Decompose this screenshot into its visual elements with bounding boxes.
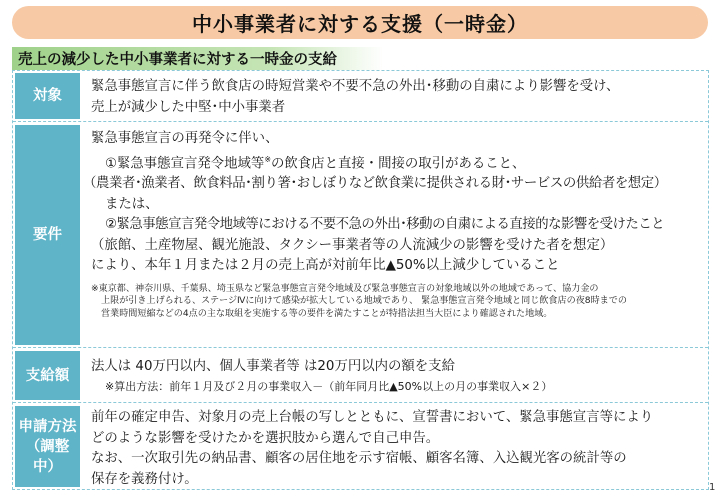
content-target [83,73,706,119]
requirement-line-7: により、本年１月または２月の売上高が対前年比▲50%以上減少していること [91,258,560,274]
note-line-2: 上限が引き上げられる、ステージⅣに向けて感染が拡大している地域であり、 緊急事態宣言発令地域と同じ飲食店の夜8時までの [101,296,627,307]
content-requirements [83,125,706,345]
requirement-line-4: または、 [105,196,159,212]
application-line-1: 前年の確定申告、対象月の売上台帳の写しとともに、宣誓書において、緊急事態宣言等により [91,410,654,425]
application-line-3: なお、一次取引先の納品書、顧客の居住地を示す宿帳、顧客名簿、入込観光客の統計等の [91,451,627,466]
page-number: 1 [709,482,716,493]
divider [13,402,708,403]
requirement-line-3: （農業者･漁業者、飲食料品･割り箸･おしぼりなど飲食業に提供される財･サービスの供給者を想定） [83,176,667,192]
subtitle-banner [12,47,384,70]
support-table [12,70,709,490]
label-payment-text: 支給額 [25,367,70,384]
content-application [83,406,706,487]
requirement-line-5: ②緊急事態宣言発令地域等における不要不急の外出･移動の自粛による直接的な影響を受けたこと [105,217,665,233]
requirement-line-6: （旅館、土産物屋、観光施設、タクシー事業者等の人流減少の影響を受けた者を想定） [91,237,614,253]
requirement-notes [83,283,706,321]
requirement-item-1-cont: の飲食店と直接・間接の取引があること、 [271,155,526,171]
label-target-text: 対象 [33,88,62,104]
target-line-2: 売上が減少した中堅･中小事業者 [91,99,286,115]
note-line-1: ※東京都、神奈川県、千葉県、埼玉県など緊急事態宣言発令地域及び緊急事態宣言の対象地域以外の地域であって、協力金の [91,283,599,294]
title-banner [12,6,708,39]
label-application [15,406,80,487]
label-requirements [15,125,80,345]
label-payment [15,351,80,400]
row-application [13,404,708,489]
payment-line: 法人は 40万円以内、個人事業者等 は20万円以内の額を支給 [91,359,455,374]
divider [13,121,708,122]
payment-calc: ※算出方法：前年１月及び２月の事業収入－（前年同月比▲50%以上の月の事業収入×２） [105,379,553,393]
section-subtitle: 売上の減少した中小事業者に対する一時金の支給 [18,52,337,68]
content-payment [83,351,706,400]
target-line-1: 緊急事態宣言に伴う飲食店の時短営業や不要不急の外出･移動の自粛により影響を受け、 [91,79,620,94]
label-application-line-1: 申請方法 [18,418,77,435]
requirement-item-1: ①緊急事態宣言発令地域等 [105,155,265,171]
label-target [15,73,80,119]
note-line-3: 営業時間短縮などの4点の主な取組を実施する等の要件を満たすことが特措法担当大臣により確認された地域。 [101,308,553,319]
application-line-4: 保存を義務付け。 [91,471,198,487]
label-requirements-text: 要件 [33,227,62,243]
row-target [13,71,708,121]
requirement-line-1: 緊急事態宣言の再発令に伴い、 [91,131,279,146]
footnote-mark: ※ [264,154,272,164]
row-requirements [13,123,708,347]
row-payment [13,349,708,402]
label-application-line-2: （調整中） [25,438,70,475]
divider [13,347,708,348]
requirement-line-2 [83,150,706,175]
application-line-2: どのような影響を受けたかを選択肢から選んで自己申告。 [91,430,440,446]
page-title: 中小事業者に対する支援（一時金） [192,12,528,36]
